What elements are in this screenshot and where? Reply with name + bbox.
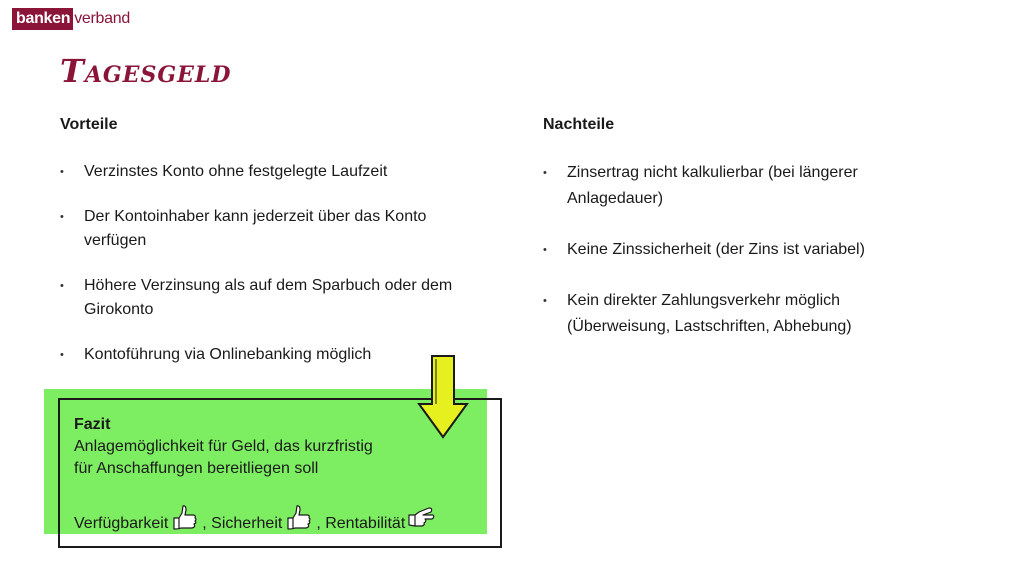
vorteile-heading: Vorteile — [60, 116, 118, 133]
criterion-label: , Rentabilität — [316, 515, 406, 532]
logo-rest-text: verband — [74, 10, 130, 27]
nachteile-column — [543, 114, 913, 365]
vorteile-item: • Kontoführung via Onlinebanking möglich — [60, 343, 460, 367]
vorteile-item: • Höhere Verzinsung als auf dem Sparbuch oder dem Girokonto — [60, 274, 460, 322]
vorteile-column — [60, 114, 460, 388]
thumbs-up-icon — [284, 503, 314, 533]
slide-title: Tagesgeld — [60, 52, 232, 90]
fazit-line-2: für Anschaffungen bereitliegen soll — [74, 460, 319, 477]
thumbs-up-icon — [170, 503, 200, 533]
nachteile-heading: Nachteile — [543, 116, 615, 133]
fazit-line-1: Anlagemöglichkeit für Geld, das kurzfristig — [74, 438, 373, 455]
arrow-down-icon — [416, 354, 470, 440]
vorteile-list — [60, 160, 460, 367]
thumbs-sideways-icon — [407, 503, 437, 533]
criterion-label: Verfügbarkeit — [74, 515, 169, 532]
fazit-heading: Fazit — [74, 416, 111, 433]
criterion-label: , Sicherheit — [202, 515, 283, 532]
fazit-text — [74, 414, 373, 480]
logo-box-text: banken — [12, 8, 73, 30]
nachteile-item: • Zinsertrag nicht kalkulierbar (bei längerer Anlagedauer) — [543, 160, 913, 212]
nachteile-item: • Keine Zinssicherheit (der Zins ist variabel) — [543, 237, 913, 263]
vorteile-item: • Der Kontoinhaber kann jederzeit über das Konto verfügen — [60, 205, 460, 253]
nachteile-item: • Kein direkter Zahlungsverkehr möglich (Überweisung, Lastschriften, Abhebung) — [543, 288, 913, 340]
bankenverband-logo — [12, 8, 130, 30]
nachteile-list — [543, 160, 913, 340]
fazit-criteria — [74, 503, 439, 533]
vorteile-item: • Verzinstes Konto ohne festgelegte Laufzeit — [60, 160, 460, 184]
